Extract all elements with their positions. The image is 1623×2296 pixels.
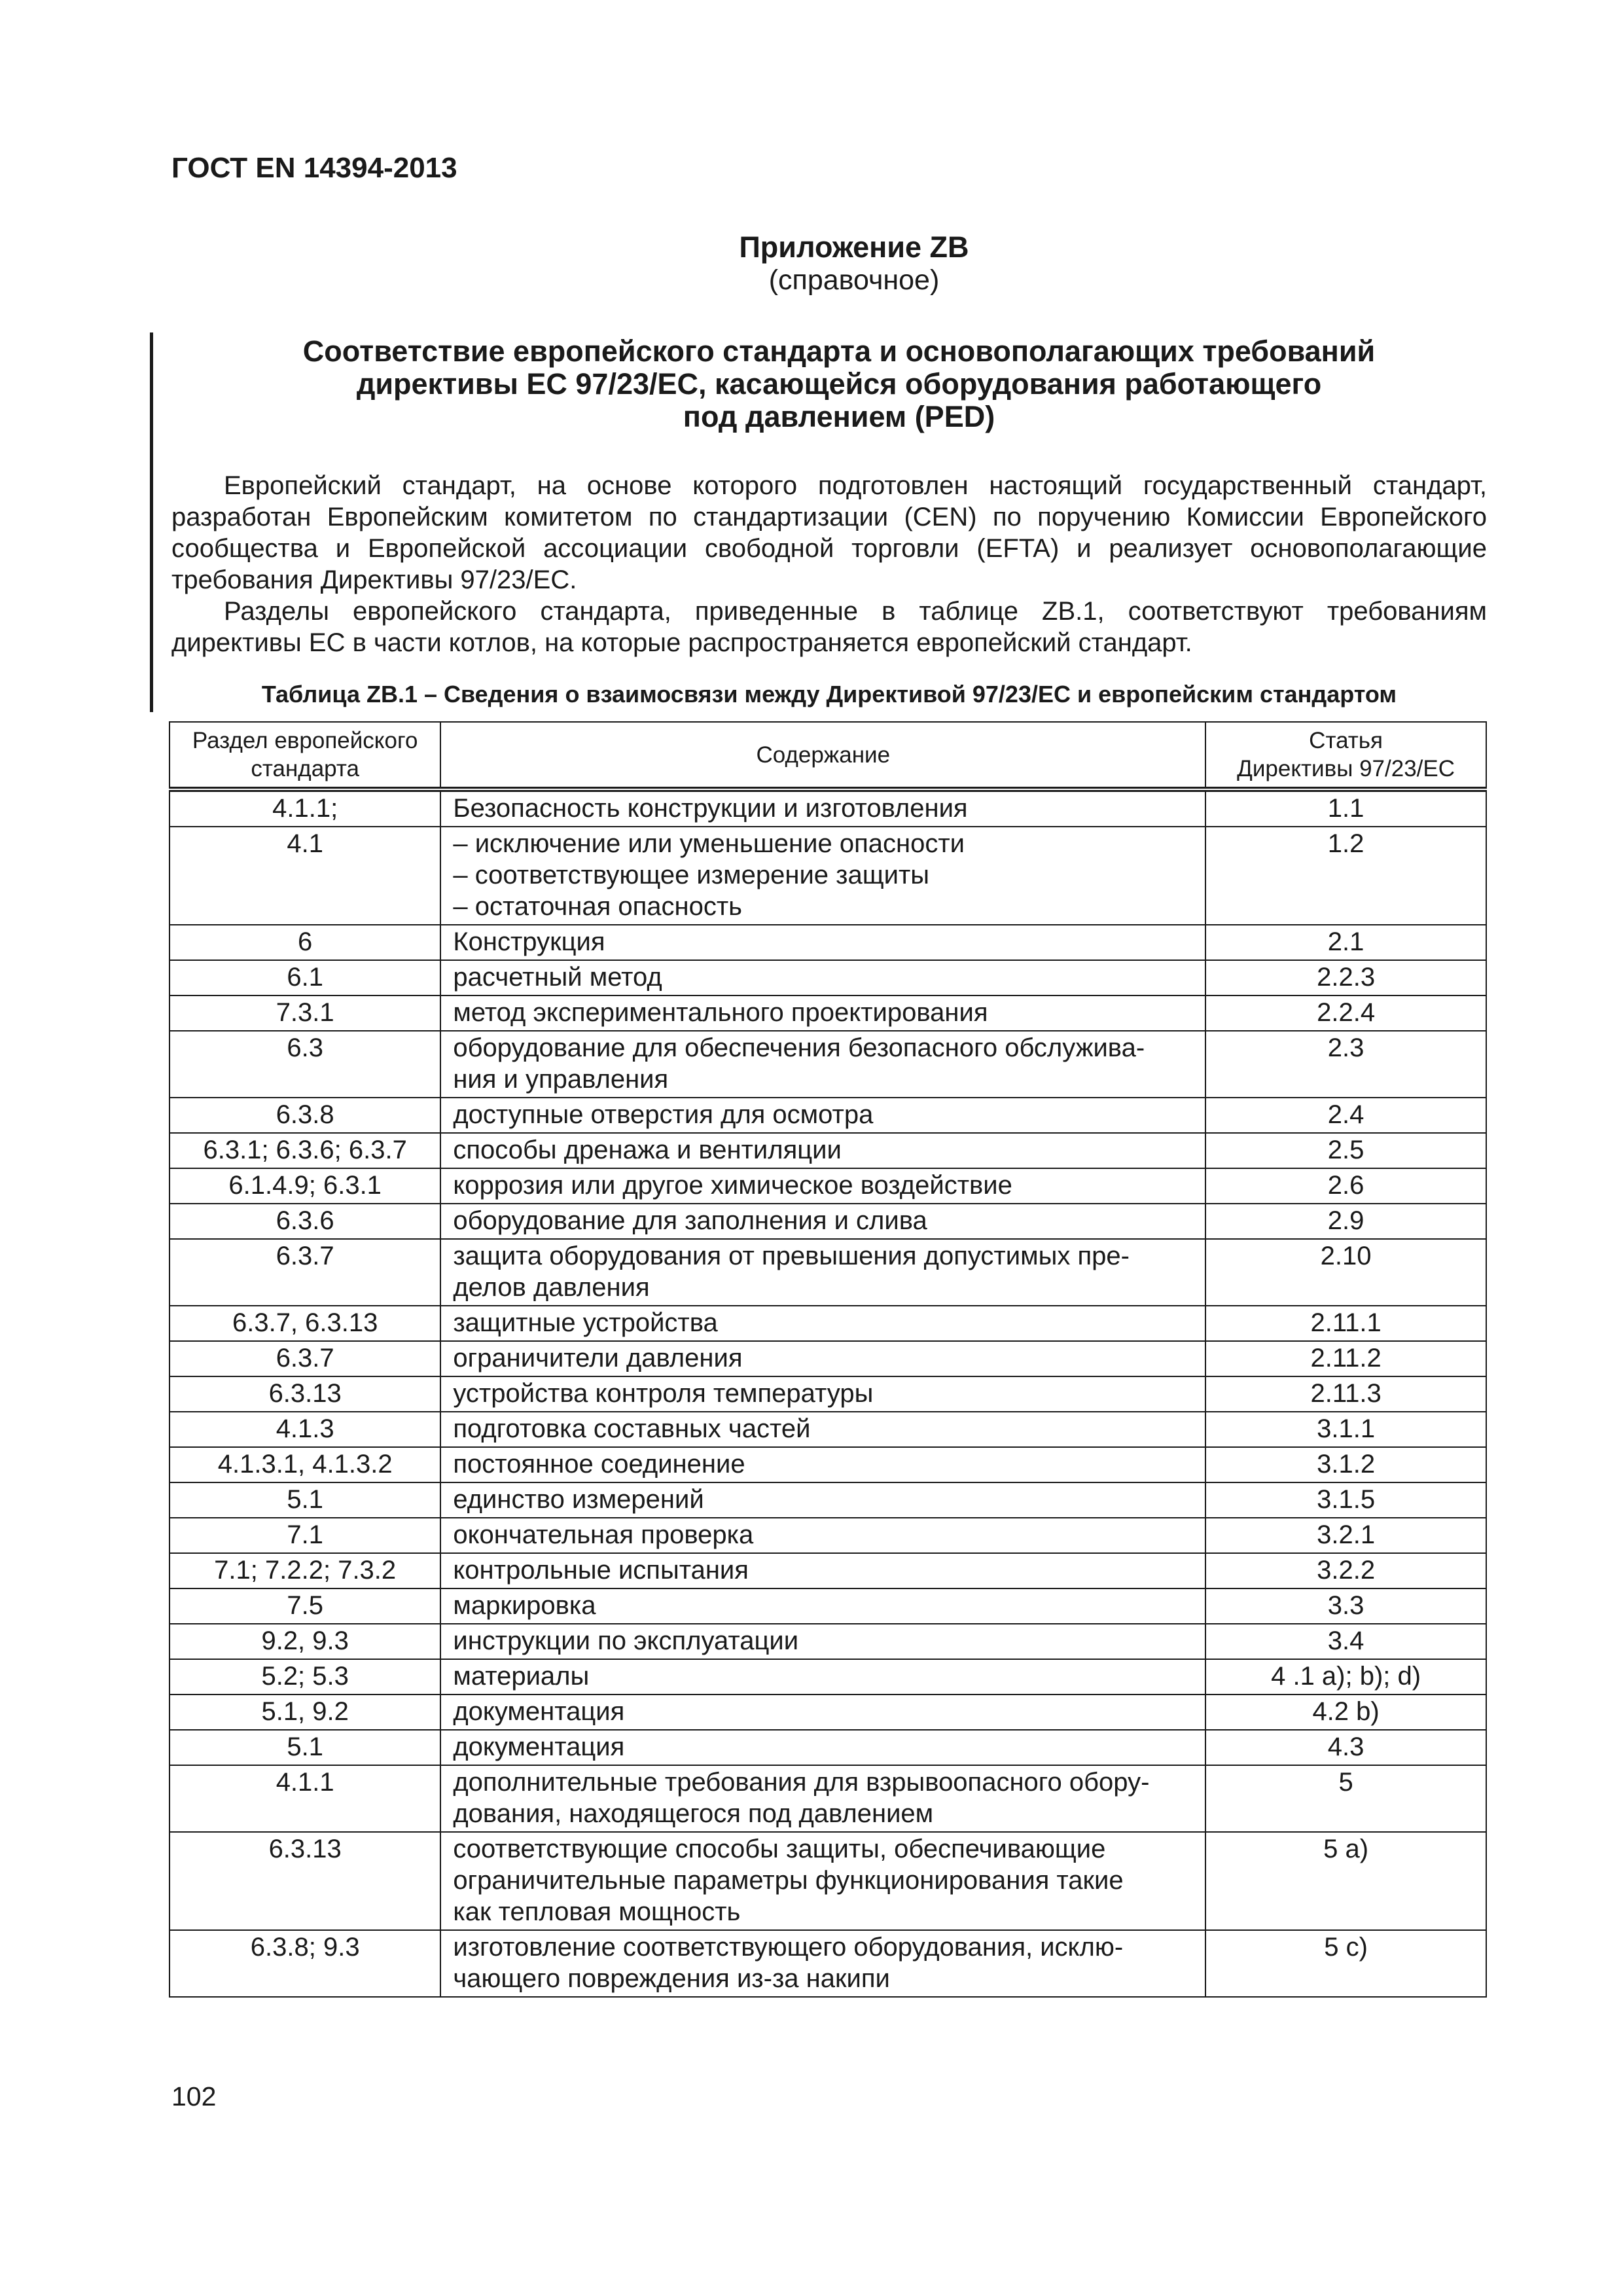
cell-article: 2.6 <box>1205 1168 1486 1204</box>
section-heading-line: Соответствие европейского стандарта и основополагающих требований <box>302 334 1376 368</box>
cell-section: 5.1 <box>169 1730 440 1765</box>
cell-article: 3.3 <box>1205 1588 1486 1624</box>
table-row <box>169 1832 1486 1930</box>
cell-section: 7.1; 7.2.2; 7.3.2 <box>169 1553 440 1588</box>
cell-section: 6.3.7 <box>169 1239 440 1306</box>
table-row <box>169 925 1486 960</box>
cell-content: оборудование для обеспечения безопасного обслужива- ния и управления <box>440 1031 1205 1098</box>
cell-section: 6.3 <box>169 1031 440 1098</box>
cell-content: метод экспериментального проектирования <box>440 996 1205 1031</box>
cell-content: окончательная проверка <box>440 1518 1205 1553</box>
table-row <box>169 1765 1486 1832</box>
cell-section: 5.2; 5.3 <box>169 1659 440 1695</box>
cell-section: 4.1.3.1, 4.1.3.2 <box>169 1447 440 1482</box>
cell-section: 7.5 <box>169 1588 440 1624</box>
table-row <box>169 1930 1486 1997</box>
table-row <box>169 1412 1486 1447</box>
cell-article: 2.2.4 <box>1205 996 1486 1031</box>
cell-content: устройства контроля температуры <box>440 1376 1205 1412</box>
cell-article: 3.1.5 <box>1205 1482 1486 1518</box>
cell-article: 3.2.2 <box>1205 1553 1486 1588</box>
cell-content: подготовка составных частей <box>440 1412 1205 1447</box>
table-row <box>169 1168 1486 1204</box>
table-row <box>169 1204 1486 1239</box>
cell-section: 6.3.6 <box>169 1204 440 1239</box>
cell-article: 2.3 <box>1205 1031 1486 1098</box>
cell-content: доступные отверстия для осмотра <box>440 1098 1205 1133</box>
header-section <box>169 722 440 789</box>
cell-article: 3.1.1 <box>1205 1412 1486 1447</box>
page-number: 102 <box>171 2081 217 2111</box>
table-row <box>169 789 1486 827</box>
table-row <box>169 960 1486 996</box>
cell-section: 6.3.1; 6.3.6; 6.3.7 <box>169 1133 440 1168</box>
cell-article: 3.1.2 <box>1205 1447 1486 1482</box>
cell-content: коррозия или другое химическое воздействие <box>440 1168 1205 1204</box>
table-row <box>169 1518 1486 1553</box>
cell-content: соответствующие способы защиты, обеспечивающие ограничительные параметры функционирования такие как тепловая мощность <box>440 1832 1205 1930</box>
cell-section: 6.3.13 <box>169 1376 440 1412</box>
cell-section: 9.2, 9.3 <box>169 1624 440 1659</box>
table-body <box>169 789 1486 1997</box>
table-row <box>169 1588 1486 1624</box>
cell-section: 6 <box>169 925 440 960</box>
cell-section: 6.3.7 <box>169 1341 440 1376</box>
annex-title: Приложение ZB <box>739 230 969 264</box>
header-section-line: Раздел европейского <box>192 728 418 753</box>
cell-content: ограничители давления <box>440 1341 1205 1376</box>
cell-article: 4 .1 a); b); d) <box>1205 1659 1486 1695</box>
cell-article: 4.2 b) <box>1205 1695 1486 1730</box>
cell-article: 3.4 <box>1205 1624 1486 1659</box>
cell-article: 5 c) <box>1205 1930 1486 1997</box>
cell-section: 6.3.13 <box>169 1832 440 1930</box>
cell-article: 2.11.1 <box>1205 1306 1486 1341</box>
cell-section: 4.1.3 <box>169 1412 440 1447</box>
cell-section: 6.3.8 <box>169 1098 440 1133</box>
header-section-line: стандарта <box>251 756 359 781</box>
cell-section: 7.3.1 <box>169 996 440 1031</box>
cell-section: 5.1 <box>169 1482 440 1518</box>
correspondence-table <box>169 721 1487 1998</box>
table-row <box>169 1341 1486 1376</box>
section-heading-line: директивы ЕС 97/23/ЕС, касающейся оборудования работающего <box>356 367 1322 401</box>
table-row <box>169 1553 1486 1588</box>
cell-article: 2.11.3 <box>1205 1376 1486 1412</box>
cell-article: 2.9 <box>1205 1204 1486 1239</box>
header-article-line: Статья <box>1309 728 1383 753</box>
cell-section: 6.3.7, 6.3.13 <box>169 1306 440 1341</box>
table-row <box>169 1624 1486 1659</box>
cell-content: постоянное соединение <box>440 1447 1205 1482</box>
table-caption: Таблица ZB.1 – Сведения о взаимосвязи между Директивой 97/23/ЕС и европейским стандартом <box>261 681 1397 708</box>
cell-article: 2.11.2 <box>1205 1341 1486 1376</box>
cell-content: контрольные испытания <box>440 1553 1205 1588</box>
table-row <box>169 996 1486 1031</box>
intro-paragraph: Европейский стандарт, на основе которого подготовлен настоящий государственный стандарт, разработан Европейским комитетом по стандартизации (CEN) по поручению Комиссии Европейского сообщества и Европейской ассоциации свободной торговли (EFTA) и реализует основополагающие требования Директивы 97/23/ЕС. <box>171 471 1487 594</box>
cell-article: 2.2.3 <box>1205 960 1486 996</box>
cell-content: изготовление соответствующего оборудования, исклю- чающего повреждения из-за накипи <box>440 1930 1205 1997</box>
cell-content: документация <box>440 1695 1205 1730</box>
section-heading <box>171 335 1507 433</box>
intro-text <box>171 470 1487 658</box>
header-article-line: Директивы 97/23/ЕС <box>1237 756 1455 781</box>
intro-paragraph: Разделы европейского стандарта, приведенные в таблице ZB.1, соответствуют требованиям директивы ЕС в части котлов, на которые распространяется европейский стандарт. <box>171 597 1487 657</box>
table-row <box>169 1695 1486 1730</box>
cell-section: 6.3.8; 9.3 <box>169 1930 440 1997</box>
cell-section: 6.1 <box>169 960 440 996</box>
cell-article: 1.1 <box>1205 789 1486 827</box>
table-row <box>169 1133 1486 1168</box>
cell-content: расчетный метод <box>440 960 1205 996</box>
cell-content: материалы <box>440 1659 1205 1695</box>
cell-content: документация <box>440 1730 1205 1765</box>
cell-section: 4.1 <box>169 827 440 925</box>
header-content: Содержание <box>440 722 1205 789</box>
cell-article: 3.2.1 <box>1205 1518 1486 1553</box>
cell-content: инструкции по эксплуатации <box>440 1624 1205 1659</box>
section-heading-line: под давлением (PED) <box>683 400 995 433</box>
cell-article: 5 a) <box>1205 1832 1486 1930</box>
cell-section: 4.1.1 <box>169 1765 440 1832</box>
table-row <box>169 1098 1486 1133</box>
cell-section: 4.1.1; <box>169 789 440 827</box>
table-row <box>169 1730 1486 1765</box>
table-row <box>169 827 1486 925</box>
header-article <box>1205 722 1486 789</box>
cell-content: способы дренажа и вентиляции <box>440 1133 1205 1168</box>
cell-article: 2.10 <box>1205 1239 1486 1306</box>
cell-content: оборудование для заполнения и слива <box>440 1204 1205 1239</box>
table-row <box>169 1447 1486 1482</box>
table-row <box>169 1376 1486 1412</box>
table-row <box>169 1306 1486 1341</box>
cell-content: – исключение или уменьшение опасности – соответствующее измерение защиты – остаточная опасность <box>440 827 1205 925</box>
document-code: ГОСТ EN 14394-2013 <box>171 152 457 184</box>
cell-content: Безопасность конструкции и изготовления <box>440 789 1205 827</box>
cell-content: защитные устройства <box>440 1306 1205 1341</box>
cell-content: единство измерений <box>440 1482 1205 1518</box>
table-header-row <box>169 722 1486 789</box>
change-bar <box>150 332 153 712</box>
cell-article: 1.2 <box>1205 827 1486 925</box>
cell-content: маркировка <box>440 1588 1205 1624</box>
cell-article: 4.3 <box>1205 1730 1486 1765</box>
cell-article: 2.4 <box>1205 1098 1486 1133</box>
cell-section: 6.1.4.9; 6.3.1 <box>169 1168 440 1204</box>
table-row <box>169 1659 1486 1695</box>
table-row <box>169 1031 1486 1098</box>
cell-content: дополнительные требования для взрывоопасного обору- дования, находящегося под давлением <box>440 1765 1205 1832</box>
cell-article: 2.5 <box>1205 1133 1486 1168</box>
cell-article: 2.1 <box>1205 925 1486 960</box>
cell-content: Конструкция <box>440 925 1205 960</box>
cell-article: 5 <box>1205 1765 1486 1832</box>
table-row <box>169 1239 1486 1306</box>
cell-content: защита оборудования от превышения допустимых пре- делов давления <box>440 1239 1205 1306</box>
annex-subtitle: (справочное) <box>768 264 940 296</box>
cell-section: 5.1, 9.2 <box>169 1695 440 1730</box>
cell-section: 7.1 <box>169 1518 440 1553</box>
table-row <box>169 1482 1486 1518</box>
